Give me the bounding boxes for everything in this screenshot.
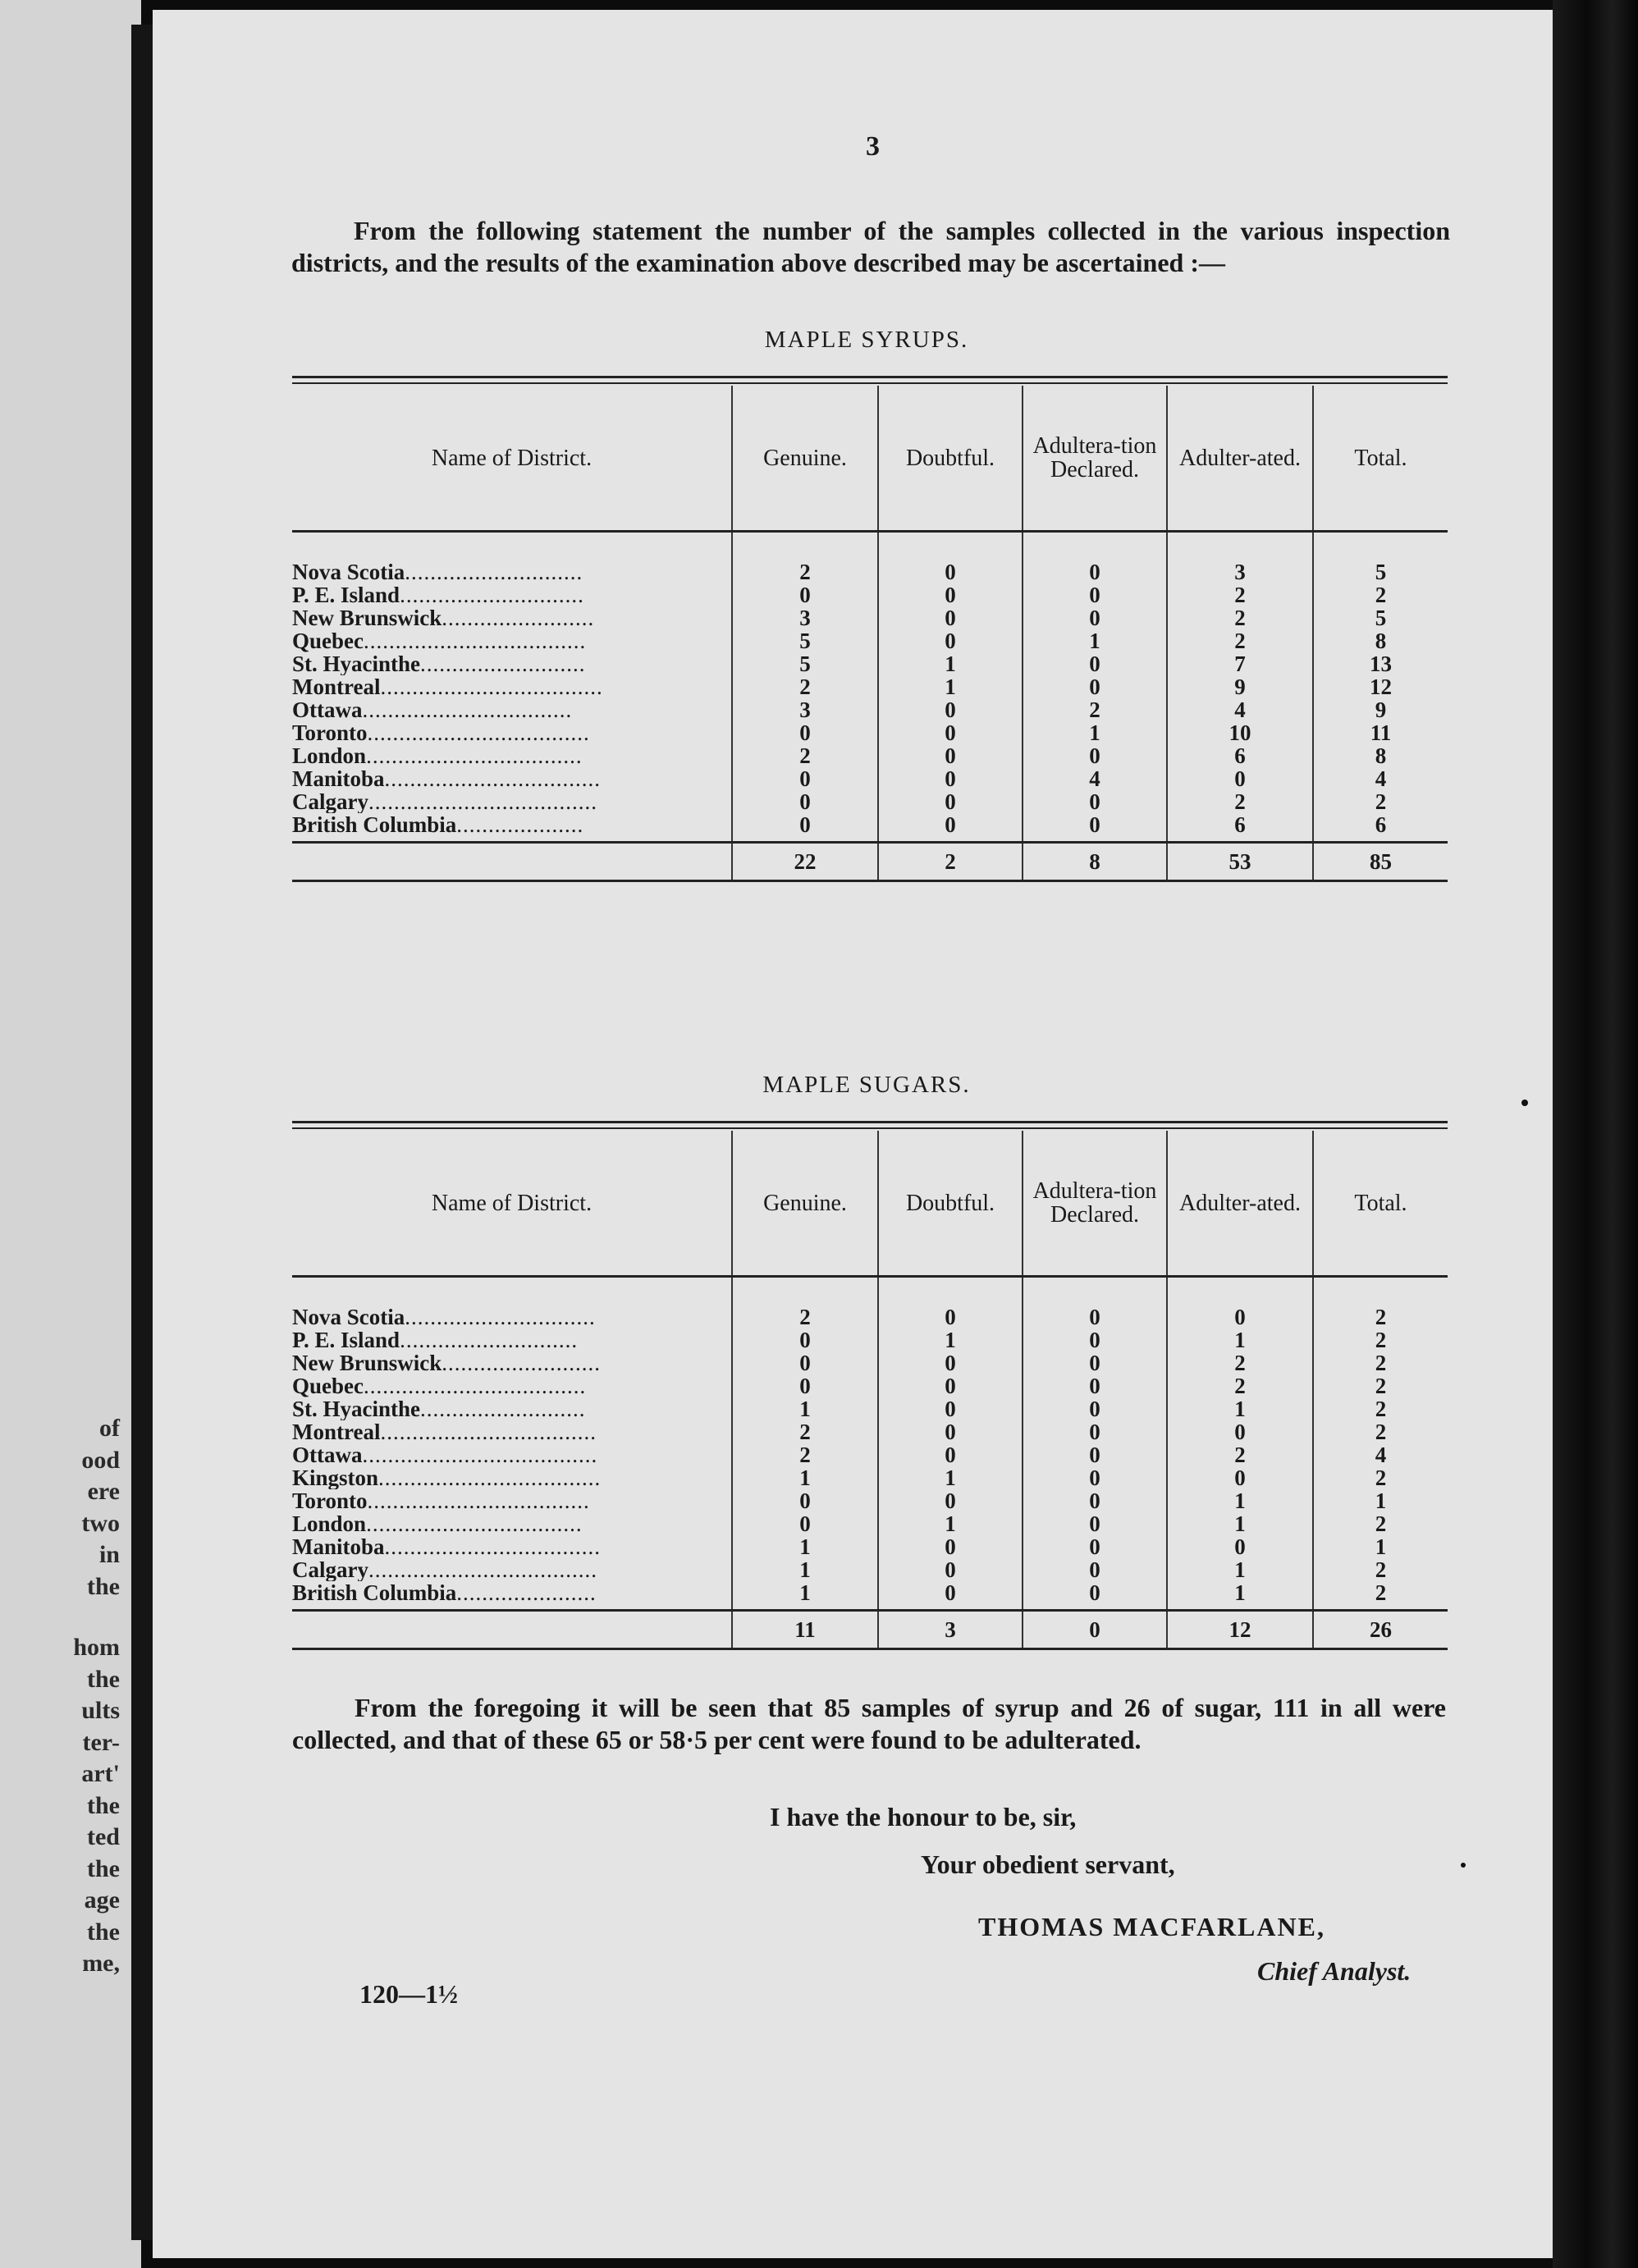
syrups-column-header: Adultera-tion Declared. — [1023, 386, 1167, 532]
left-page-text-line: ted — [87, 1823, 120, 1850]
left-page-text-line: hom — [73, 1634, 120, 1661]
district-cell — [292, 1351, 732, 1374]
syrups-column-header: Total. — [1313, 386, 1448, 532]
total-cell: 2 — [1313, 1558, 1448, 1581]
left-facing-page — [0, 0, 141, 2268]
syrups-column-header: Genuine. — [732, 386, 878, 532]
declared-cell: 0 — [1023, 1305, 1167, 1328]
total-cell: 1 — [1313, 1535, 1448, 1558]
declared-cell: 0 — [1023, 744, 1167, 767]
declared-cell: 0 — [1023, 790, 1167, 813]
table-row — [292, 1558, 1448, 1581]
adulterated-cell: 1 — [1167, 1558, 1313, 1581]
district-cell — [292, 583, 732, 606]
total-total-cell: 26 — [1313, 1611, 1448, 1649]
adulterated-cell: 6 — [1167, 813, 1313, 843]
declared-cell: 1 — [1023, 629, 1167, 652]
scan-speck — [1521, 1100, 1528, 1106]
left-page-text-line: the — [87, 1854, 120, 1882]
leader-dots: ................................. — [362, 698, 573, 721]
leader-dots: ................................... — [364, 629, 587, 652]
district-cell — [292, 790, 732, 813]
leader-dots: .......................... — [420, 652, 586, 675]
district-name: Kingston — [292, 1466, 379, 1489]
left-page-cut-text — [73, 1413, 120, 1980]
adulterated-cell: 2 — [1167, 1374, 1313, 1397]
left-page-text-line: in — [98, 1541, 120, 1568]
adulterated-cell: 0 — [1167, 767, 1313, 790]
adulterated-cell: 2 — [1167, 629, 1313, 652]
declared-total-cell: 0 — [1023, 1611, 1167, 1649]
doubtful-cell: 0 — [878, 721, 1023, 744]
declared-cell: 0 — [1023, 1328, 1167, 1351]
declared-cell: 0 — [1023, 1535, 1167, 1558]
district-cell — [292, 652, 732, 675]
declared-cell: 0 — [1023, 1397, 1167, 1420]
left-page-text-line: ood — [81, 1446, 120, 1474]
table-row — [292, 813, 1448, 843]
adulterated-cell: 3 — [1167, 560, 1313, 583]
genuine-cell: 0 — [732, 813, 878, 843]
table-spacer-row — [292, 1277, 1448, 1306]
leader-dots: .............................. — [405, 1305, 596, 1328]
district-name: Ottawa — [292, 698, 363, 721]
sugars-column-header: Total. — [1313, 1131, 1448, 1277]
district-name: Montreal — [292, 675, 381, 698]
district-name: Ottawa — [292, 1443, 363, 1466]
district-cell — [292, 1512, 732, 1535]
district-name: New Brunswick — [292, 606, 442, 629]
table-row — [292, 629, 1448, 652]
left-page-text-line: two — [81, 1509, 120, 1537]
district-name: Quebec — [292, 1374, 364, 1397]
declared-cell: 2 — [1023, 698, 1167, 721]
genuine-cell: 1 — [732, 1581, 878, 1611]
doubtful-cell: 0 — [878, 1420, 1023, 1443]
left-page-text-line: the — [87, 1665, 120, 1693]
district-cell — [292, 744, 732, 767]
syrups-top-rule-2 — [292, 382, 1448, 384]
genuine-cell: 2 — [732, 744, 878, 767]
table-row — [292, 1443, 1448, 1466]
syrups-top-rule — [292, 376, 1448, 378]
district-cell — [292, 629, 732, 652]
district-name: British Columbia — [292, 1581, 457, 1605]
declared-cell: 0 — [1023, 1420, 1167, 1443]
district-cell — [292, 560, 732, 583]
leader-dots: ................................... — [378, 1466, 602, 1489]
scan-speck — [1461, 1863, 1466, 1868]
table-row — [292, 1512, 1448, 1535]
district-cell — [292, 606, 732, 629]
leader-dots: ................................... — [367, 721, 590, 744]
doubtful-cell: 0 — [878, 1535, 1023, 1558]
left-page-text-line: the — [87, 1572, 120, 1600]
total-cell: 2 — [1313, 1397, 1448, 1420]
doubtful-cell: 0 — [878, 744, 1023, 767]
binding-gutter — [131, 25, 153, 2240]
sugars-table — [292, 1131, 1448, 1650]
genuine-cell: 2 — [732, 675, 878, 698]
declared-cell: 0 — [1023, 1581, 1167, 1611]
table-row — [292, 1535, 1448, 1558]
genuine-cell: 0 — [732, 1374, 878, 1397]
doubtful-cell: 1 — [878, 1512, 1023, 1535]
adulterated-cell: 10 — [1167, 721, 1313, 744]
doubtful-total-cell: 2 — [878, 843, 1023, 881]
district-cell — [292, 721, 732, 744]
page-number: 3 — [866, 131, 880, 162]
genuine-cell: 5 — [732, 652, 878, 675]
left-page-text-line: the — [87, 1791, 120, 1819]
district-cell — [292, 1397, 732, 1420]
genuine-cell: 2 — [732, 560, 878, 583]
adulterated-total-cell: 12 — [1167, 1611, 1313, 1649]
leader-dots: ............................. — [400, 583, 584, 606]
declared-cell: 0 — [1023, 1558, 1167, 1581]
table-row — [292, 606, 1448, 629]
genuine-cell: 2 — [732, 1443, 878, 1466]
district-name: Manitoba — [292, 767, 385, 790]
district-cell — [292, 1420, 732, 1443]
district-name: St. Hyacinthe — [292, 652, 421, 675]
genuine-cell: 1 — [732, 1558, 878, 1581]
genuine-cell: 1 — [732, 1466, 878, 1489]
table-row — [292, 652, 1448, 675]
district-cell — [292, 1328, 732, 1351]
sugars-header-row — [292, 1131, 1448, 1277]
adulterated-cell: 9 — [1167, 675, 1313, 698]
doubtful-cell: 0 — [878, 1351, 1023, 1374]
adulterated-cell: 1 — [1167, 1397, 1313, 1420]
doubtful-cell: 1 — [878, 1466, 1023, 1489]
doubtful-cell: 0 — [878, 1397, 1023, 1420]
table-row — [292, 790, 1448, 813]
adulterated-total-cell: 53 — [1167, 843, 1313, 881]
total-cell: 2 — [1313, 1351, 1448, 1374]
genuine-cell: 0 — [732, 1351, 878, 1374]
total-cell: 2 — [1313, 1512, 1448, 1535]
genuine-cell: 2 — [732, 1420, 878, 1443]
left-page-text-line: me, — [82, 1950, 120, 1977]
leader-dots: ................................... — [380, 675, 603, 698]
syrups-header-row — [292, 386, 1448, 532]
total-cell: 2 — [1313, 1305, 1448, 1328]
district-name: Toronto — [292, 1489, 368, 1512]
district-name: Manitoba — [292, 1535, 385, 1558]
table-row — [292, 1420, 1448, 1443]
table-row — [292, 1466, 1448, 1489]
total-cell: 6 — [1313, 813, 1448, 843]
total-cell: 11 — [1313, 721, 1448, 744]
left-page-text-line: age — [84, 1886, 120, 1914]
total-cell: 2 — [1313, 1420, 1448, 1443]
district-cell — [292, 1489, 732, 1512]
declared-cell: 0 — [1023, 1489, 1167, 1512]
doubtful-cell: 0 — [878, 698, 1023, 721]
doubtful-cell: 0 — [878, 1443, 1023, 1466]
leader-dots: ...................... — [456, 1581, 597, 1605]
declared-cell: 1 — [1023, 721, 1167, 744]
leader-dots: .......................... — [420, 1397, 586, 1420]
signoff-line-2: Your obedient servant, — [921, 1850, 1175, 1879]
declared-cell: 0 — [1023, 1374, 1167, 1397]
doubtful-cell: 0 — [878, 629, 1023, 652]
adulterated-cell: 6 — [1167, 744, 1313, 767]
declared-cell: 4 — [1023, 767, 1167, 790]
total-cell: 2 — [1313, 1328, 1448, 1351]
sugars-table-title: MAPLE SUGARS. — [762, 1072, 971, 1098]
district-cell — [292, 813, 732, 843]
genuine-cell: 0 — [732, 1512, 878, 1535]
total-total-cell: 85 — [1313, 843, 1448, 881]
doubtful-cell: 0 — [878, 1305, 1023, 1328]
leader-dots: .................................. — [366, 744, 583, 767]
district-name: St. Hyacinthe — [292, 1397, 421, 1420]
sugars-column-header: Adultera-tion Declared. — [1023, 1131, 1167, 1277]
district-cell — [292, 1581, 732, 1611]
leader-dots: ..................................... — [362, 1443, 598, 1466]
total-cell: 1 — [1313, 1489, 1448, 1512]
left-page-text-line: ults — [81, 1697, 120, 1724]
genuine-total-cell: 11 — [732, 1611, 878, 1649]
adulterated-cell: 1 — [1167, 1489, 1313, 1512]
table-row — [292, 698, 1448, 721]
district-name: Toronto — [292, 721, 368, 744]
total-cell: 13 — [1313, 652, 1448, 675]
declared-cell: 0 — [1023, 652, 1167, 675]
district-name: Montreal — [292, 1420, 381, 1443]
table-row — [292, 1581, 1448, 1611]
sugars-column-header: Adulter-ated. — [1167, 1131, 1313, 1277]
adulterated-cell: 0 — [1167, 1466, 1313, 1489]
totals-row — [292, 1611, 1448, 1649]
district-name: P. E. Island — [292, 1328, 400, 1351]
leader-dots: ......................... — [442, 1351, 602, 1374]
district-name: London — [292, 744, 367, 767]
total-cell: 4 — [1313, 1443, 1448, 1466]
district-cell — [292, 767, 732, 790]
district-name: Nova Scotia — [292, 560, 405, 583]
district-cell — [292, 1374, 732, 1397]
sugars-column-header: Doubtful. — [878, 1131, 1023, 1277]
total-cell: 5 — [1313, 606, 1448, 629]
total-cell: 4 — [1313, 767, 1448, 790]
leader-dots: .................................... — [368, 1558, 597, 1581]
leader-dots: ................................... — [367, 1489, 590, 1512]
genuine-cell: 2 — [732, 1305, 878, 1328]
left-page-text-line: art' — [81, 1760, 120, 1787]
district-name: P. E. Island — [292, 583, 400, 606]
sugars-column-header: Name of District. — [292, 1131, 732, 1277]
district-name: Quebec — [292, 629, 364, 652]
total-cell: 12 — [1313, 675, 1448, 698]
left-page-text-line: ter- — [82, 1728, 120, 1756]
table-row — [292, 1328, 1448, 1351]
signatory-name: THOMAS MACFARLANE, — [978, 1912, 1325, 1941]
total-cell: 2 — [1313, 583, 1448, 606]
total-cell: 2 — [1313, 1466, 1448, 1489]
total-cell: 2 — [1313, 1374, 1448, 1397]
declared-cell: 0 — [1023, 583, 1167, 606]
adulterated-cell: 4 — [1167, 698, 1313, 721]
genuine-cell: 0 — [732, 790, 878, 813]
district-cell — [292, 698, 732, 721]
doubtful-cell: 1 — [878, 675, 1023, 698]
leader-dots: ........................ — [442, 606, 595, 629]
genuine-cell: 1 — [732, 1397, 878, 1420]
declared-cell: 0 — [1023, 560, 1167, 583]
doubtful-cell: 0 — [878, 606, 1023, 629]
total-cell: 8 — [1313, 629, 1448, 652]
table-row — [292, 1351, 1448, 1374]
leader-dots: .................................. — [366, 1512, 583, 1535]
district-cell — [292, 1466, 732, 1489]
district-cell — [292, 1535, 732, 1558]
adulterated-cell: 1 — [1167, 1581, 1313, 1611]
adulterated-cell: 2 — [1167, 1351, 1313, 1374]
district-name: Nova Scotia — [292, 1305, 405, 1328]
total-cell: 8 — [1313, 744, 1448, 767]
adulterated-cell: 7 — [1167, 652, 1313, 675]
adulterated-cell: 1 — [1167, 1512, 1313, 1535]
doubtful-cell: 0 — [878, 560, 1023, 583]
leader-dots: ............................ — [400, 1328, 579, 1351]
table-row — [292, 560, 1448, 583]
adulterated-cell: 1 — [1167, 1328, 1313, 1351]
declared-cell: 0 — [1023, 813, 1167, 843]
doubtful-cell: 0 — [878, 767, 1023, 790]
closing-paragraph: From the foregoing it will be seen that 85 samples of syrup and 26 of sugar, 111 in all were collected, and that of these 65 or 58·5 per cent were found to be adulterated. — [292, 1693, 1446, 1754]
genuine-cell: 0 — [732, 767, 878, 790]
genuine-cell: 0 — [732, 583, 878, 606]
genuine-cell: 0 — [732, 721, 878, 744]
total-cell: 2 — [1313, 790, 1448, 813]
adulterated-cell: 2 — [1167, 583, 1313, 606]
genuine-total-cell: 22 — [732, 843, 878, 881]
leader-dots: .................... — [456, 813, 584, 837]
leader-dots: .................................. — [384, 767, 602, 790]
sugars-top-rule — [292, 1121, 1448, 1123]
district-name: British Columbia — [292, 813, 457, 837]
declared-cell: 0 — [1023, 1443, 1167, 1466]
leader-dots: .................................... — [368, 790, 597, 813]
table-row — [292, 767, 1448, 790]
leader-dots: ................................... — [364, 1374, 587, 1397]
doubtful-cell: 0 — [878, 1581, 1023, 1611]
district-cell — [292, 1305, 732, 1328]
genuine-cell: 5 — [732, 629, 878, 652]
signoff-line-1: I have the honour to be, sir, — [770, 1802, 1077, 1831]
declared-total-cell: 8 — [1023, 843, 1167, 881]
district-name: London — [292, 1512, 367, 1535]
left-page-text-line: ere — [87, 1478, 120, 1505]
table-row — [292, 1374, 1448, 1397]
intro-paragraph: From the following statement the number of the samples collected in the various inspection districts, and the results of the examination above described may be ascertained :— — [291, 216, 1450, 277]
doubtful-cell: 0 — [878, 583, 1023, 606]
doubtful-cell: 0 — [878, 813, 1023, 843]
genuine-cell: 3 — [732, 698, 878, 721]
adulterated-cell: 0 — [1167, 1420, 1313, 1443]
adulterated-cell: 0 — [1167, 1535, 1313, 1558]
declared-cell: 0 — [1023, 1351, 1167, 1374]
doubtful-cell: 0 — [878, 790, 1023, 813]
syrups-column-header: Doubtful. — [878, 386, 1023, 532]
declared-cell: 0 — [1023, 675, 1167, 698]
signatory-title: Chief Analyst. — [1257, 1956, 1412, 1986]
leader-dots: ............................ — [405, 560, 583, 583]
district-name: Calgary — [292, 790, 368, 813]
declared-cell: 0 — [1023, 1466, 1167, 1489]
adulterated-cell: 2 — [1167, 790, 1313, 813]
scan-edge — [1553, 0, 1638, 2268]
district-cell — [292, 1558, 732, 1581]
genuine-cell: 0 — [732, 1328, 878, 1351]
table-row — [292, 721, 1448, 744]
adulterated-cell: 0 — [1167, 1305, 1313, 1328]
district-cell — [292, 1443, 732, 1466]
district-name: Calgary — [292, 1558, 368, 1581]
declared-cell: 0 — [1023, 1512, 1167, 1535]
district-cell — [292, 675, 732, 698]
footer-number: 120—1½ — [359, 1979, 458, 2009]
total-cell: 5 — [1313, 560, 1448, 583]
syrups-column-header: Name of District. — [292, 386, 732, 532]
syrups-table — [292, 386, 1448, 882]
table-row — [292, 1305, 1448, 1328]
sugars-column-header: Genuine. — [732, 1131, 878, 1277]
doubtful-cell: 0 — [878, 1374, 1023, 1397]
syrups-column-header: Adulter-ated. — [1167, 386, 1313, 532]
total-cell: 2 — [1313, 1581, 1448, 1611]
total-cell: 9 — [1313, 698, 1448, 721]
doubtful-cell: 1 — [878, 652, 1023, 675]
doubtful-cell: 0 — [878, 1558, 1023, 1581]
leader-dots: .................................. — [380, 1420, 597, 1443]
table-spacer-row — [292, 532, 1448, 561]
genuine-cell: 3 — [732, 606, 878, 629]
declared-cell: 0 — [1023, 606, 1167, 629]
table-row — [292, 583, 1448, 606]
leader-dots: .................................. — [384, 1535, 602, 1558]
adulterated-cell: 2 — [1167, 1443, 1313, 1466]
table-row — [292, 744, 1448, 767]
syrups-table-title: MAPLE SYRUPS. — [764, 327, 969, 353]
table-row — [292, 675, 1448, 698]
totals-row — [292, 843, 1448, 881]
district-name: New Brunswick — [292, 1351, 442, 1374]
doubtful-cell: 0 — [878, 1489, 1023, 1512]
sugars-top-rule-2 — [292, 1127, 1448, 1129]
adulterated-cell: 2 — [1167, 606, 1313, 629]
genuine-cell: 0 — [732, 1489, 878, 1512]
left-page-text-line: of — [99, 1415, 120, 1442]
table-row — [292, 1489, 1448, 1512]
doubtful-total-cell: 3 — [878, 1611, 1023, 1649]
doubtful-cell: 1 — [878, 1328, 1023, 1351]
left-page-text-line: the — [87, 1918, 120, 1946]
genuine-cell: 1 — [732, 1535, 878, 1558]
table-row — [292, 1397, 1448, 1420]
